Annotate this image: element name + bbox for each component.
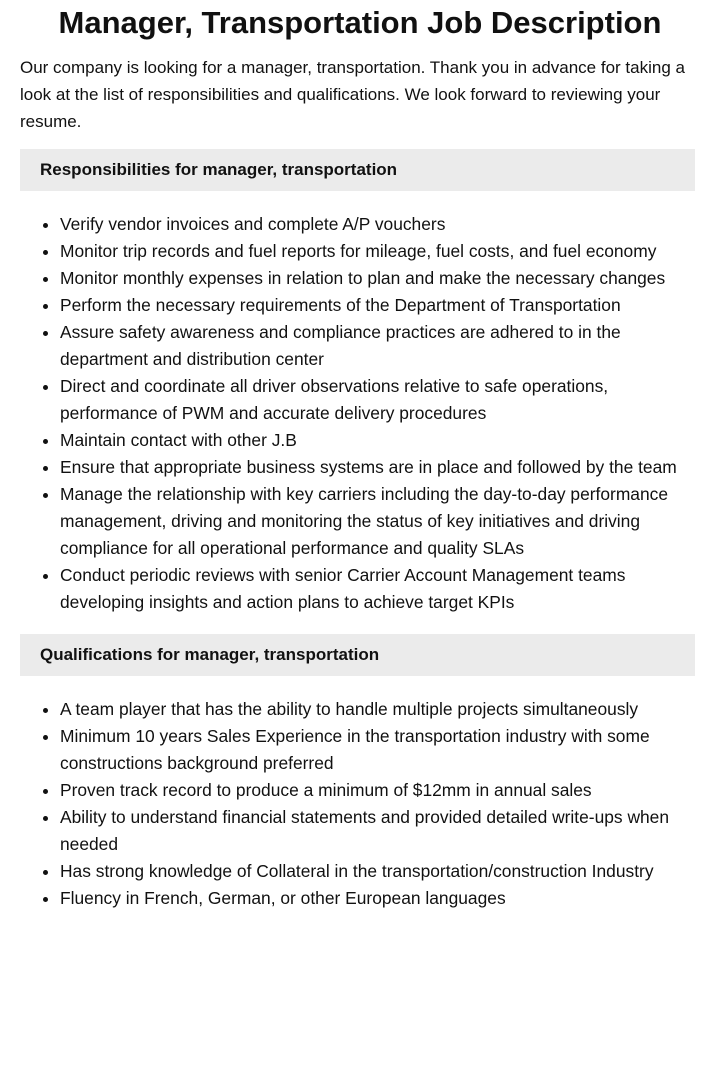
list-item: • Monitor trip records and fuel reports for mileage, fuel costs, and fuel economy (60, 238, 695, 265)
list-item: • Fluency in French, German, or other European languages (60, 885, 695, 912)
list-item: • Maintain contact with other J.B (60, 427, 695, 454)
page-title: Manager, Transportation Job Description (58, 5, 662, 40)
list-item: • Manage the relationship with key carriers including the day-to-day performance management, driving and monitoring the status of key initiatives and driving compliance for all operational performance and quality SLAs (60, 481, 695, 562)
list-item: • Minimum 10 years Sales Experience in the transportation industry with some constructions background preferred (60, 723, 695, 777)
list-item: • Direct and coordinate all driver observations relative to safe operations, performance of PWM and accurate delivery procedures (60, 373, 695, 427)
qualifications-list (20, 696, 695, 912)
responsibilities-list (20, 211, 695, 616)
list-item: • Assure safety awareness and compliance practices are adhered to in the department and distribution center (60, 319, 695, 373)
list-item: • Verify vendor invoices and complete A/P vouchers (60, 211, 695, 238)
qualifications-heading: Qualifications for manager, transportation (20, 634, 695, 676)
list-item: • Ability to understand financial statements and provided detailed write-ups when needed (60, 804, 695, 858)
list-item: • A team player that has the ability to handle multiple projects simultaneously (60, 696, 695, 723)
list-item: • Ensure that appropriate business systems are in place and followed by the team (60, 454, 695, 481)
list-item: • Has strong knowledge of Collateral in the transportation/construction Industry (60, 858, 695, 885)
list-item: • Perform the necessary requirements of the Department of Transportation (60, 292, 695, 319)
list-item: • Monitor monthly expenses in relation to plan and make the necessary changes (60, 265, 695, 292)
responsibilities-heading: Responsibilities for manager, transportation (20, 149, 695, 191)
list-item: • Proven track record to produce a minimum of $12mm in annual sales (60, 777, 695, 804)
list-item: • Conduct periodic reviews with senior Carrier Account Management teams developing insights and action plans to achieve target KPIs (60, 562, 695, 616)
intro-text: Our company is looking for a manager, transportation. Thank you in advance for taking a look at the list of responsibilities and qualifications. We look forward to reviewing your resume. (20, 58, 685, 131)
